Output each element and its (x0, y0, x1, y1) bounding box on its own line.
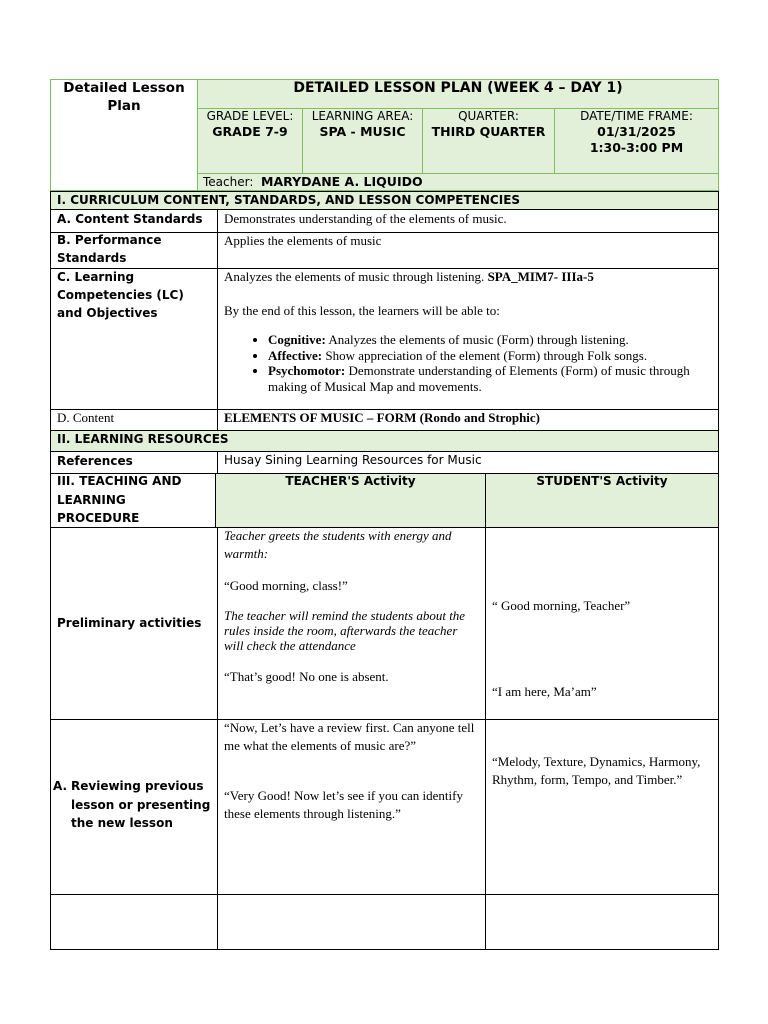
learning-area-value: SPA - MUSIC (319, 124, 406, 139)
curriculum-heading: I. CURRICULUM CONTENT, STANDARDS, AND LESSON COMPETENCIES (57, 193, 521, 207)
review-label-letter: A. (53, 779, 68, 793)
quarter-label: QUARTER: (458, 109, 519, 123)
preliminary-label: Preliminary activities (57, 616, 202, 630)
review-teacher-content (224, 719, 480, 822)
objective-cognitive: • Cognitive: Analyzes the elements of music (Form) through listening. (268, 332, 714, 348)
prelim-student-greeting: “ Good morning, Teacher” (492, 598, 631, 613)
procedure-heading: III. TEACHING AND LEARNING PROCEDURE (57, 474, 182, 525)
content-standards-label: A. Content Standards (57, 212, 203, 226)
prelim-teacher-rules-note: The teacher will remind the students about the rules inside the room, afterwards the teacher will check the attendance (224, 608, 466, 653)
review-teacher-question: “Now, Let’s have a review first. Can anyone tell me what the elements of music are?” (224, 720, 475, 753)
teacher-activity-header: TEACHER'S Activity (285, 474, 416, 488)
learning-area-label: LEARNING AREA: (311, 109, 414, 123)
competencies-content (224, 268, 714, 394)
grade-level-label: GRADE LEVEL: (206, 109, 294, 123)
performance-standards-text: Applies the elements of music (224, 233, 382, 248)
teacher-name: MARYDANE A. LIQUIDO (261, 174, 423, 189)
learning-resources-heading: II. LEARNING RESOURCES (57, 432, 229, 446)
competencies-text: Analyzes the elements of music through listening. (224, 269, 485, 284)
prelim-teacher-greeting: “Good morning, class!” (224, 578, 348, 593)
review-label: Reviewing previous lesson or presenting the new lesson (71, 779, 211, 830)
competencies-label: C. Learning Competencies (LC) and Objectives (57, 270, 184, 320)
date-time-label: DATE/TIME FRAME: (580, 109, 693, 123)
quarter-value: THIRD QUARTER (431, 124, 546, 139)
teacher-label: Teacher: (203, 175, 254, 189)
header-left-title: Detailed Lesson Plan (63, 80, 185, 114)
review-student-answer: “Melody, Texture, Dynamics, Harmony, Rhythm, form, Tempo, and Timber.” (492, 754, 701, 787)
empty-row-label-cell (50, 894, 218, 950)
date-value: 01/31/2025 (597, 124, 676, 139)
prelim-student-attendance: “I am here, Ma’am” (492, 684, 597, 699)
content-label: D. Content (57, 410, 115, 425)
review-student-cell (485, 719, 719, 895)
student-activity-header: STUDENT'S Activity (536, 474, 668, 488)
objectives-list (224, 332, 714, 394)
content-standards-text: Demonstrates understanding of the elements of music. (224, 211, 507, 226)
empty-row-student-cell (485, 894, 719, 950)
empty-row-teacher-cell (217, 894, 486, 950)
prelim-teacher-greeting-note: Teacher greets the students with energy and warmth: (224, 528, 452, 561)
lesson-plan-title: DETAILED LESSON PLAN (WEEK 4 – DAY 1) (293, 80, 623, 96)
review-teacher-followup: “Very Good! Now let’s see if you can identify these elements through listening.” (224, 788, 463, 821)
references-label: References (57, 454, 133, 468)
content-text: ELEMENTS OF MUSIC – FORM (Rondo and Strophic) (224, 410, 541, 425)
time-value: 1:30-3:00 PM (589, 140, 684, 155)
references-text: Husay Sining Learning Resources for Music (224, 453, 482, 467)
prelim-teacher-attendance: “That’s good! No one is absent. (224, 669, 389, 684)
grade-level-value: GRADE 7-9 (212, 124, 288, 139)
objective-affective: • Affective: Show appreciation of the element (Form) through Folk songs. (268, 348, 714, 364)
performance-standards-label: B. Performance Standards (57, 233, 162, 265)
objective-psychomotor: • Psychomotor: Demonstrate understanding of Elements (Form) of music through making of Musical Map and movements. (268, 363, 714, 394)
competencies-code: SPA_MIM7- IIIa-5 (487, 269, 594, 284)
preliminary-teacher-content (224, 527, 480, 685)
objectives-intro: By the end of this lesson, the learners will be able to: (224, 303, 500, 318)
